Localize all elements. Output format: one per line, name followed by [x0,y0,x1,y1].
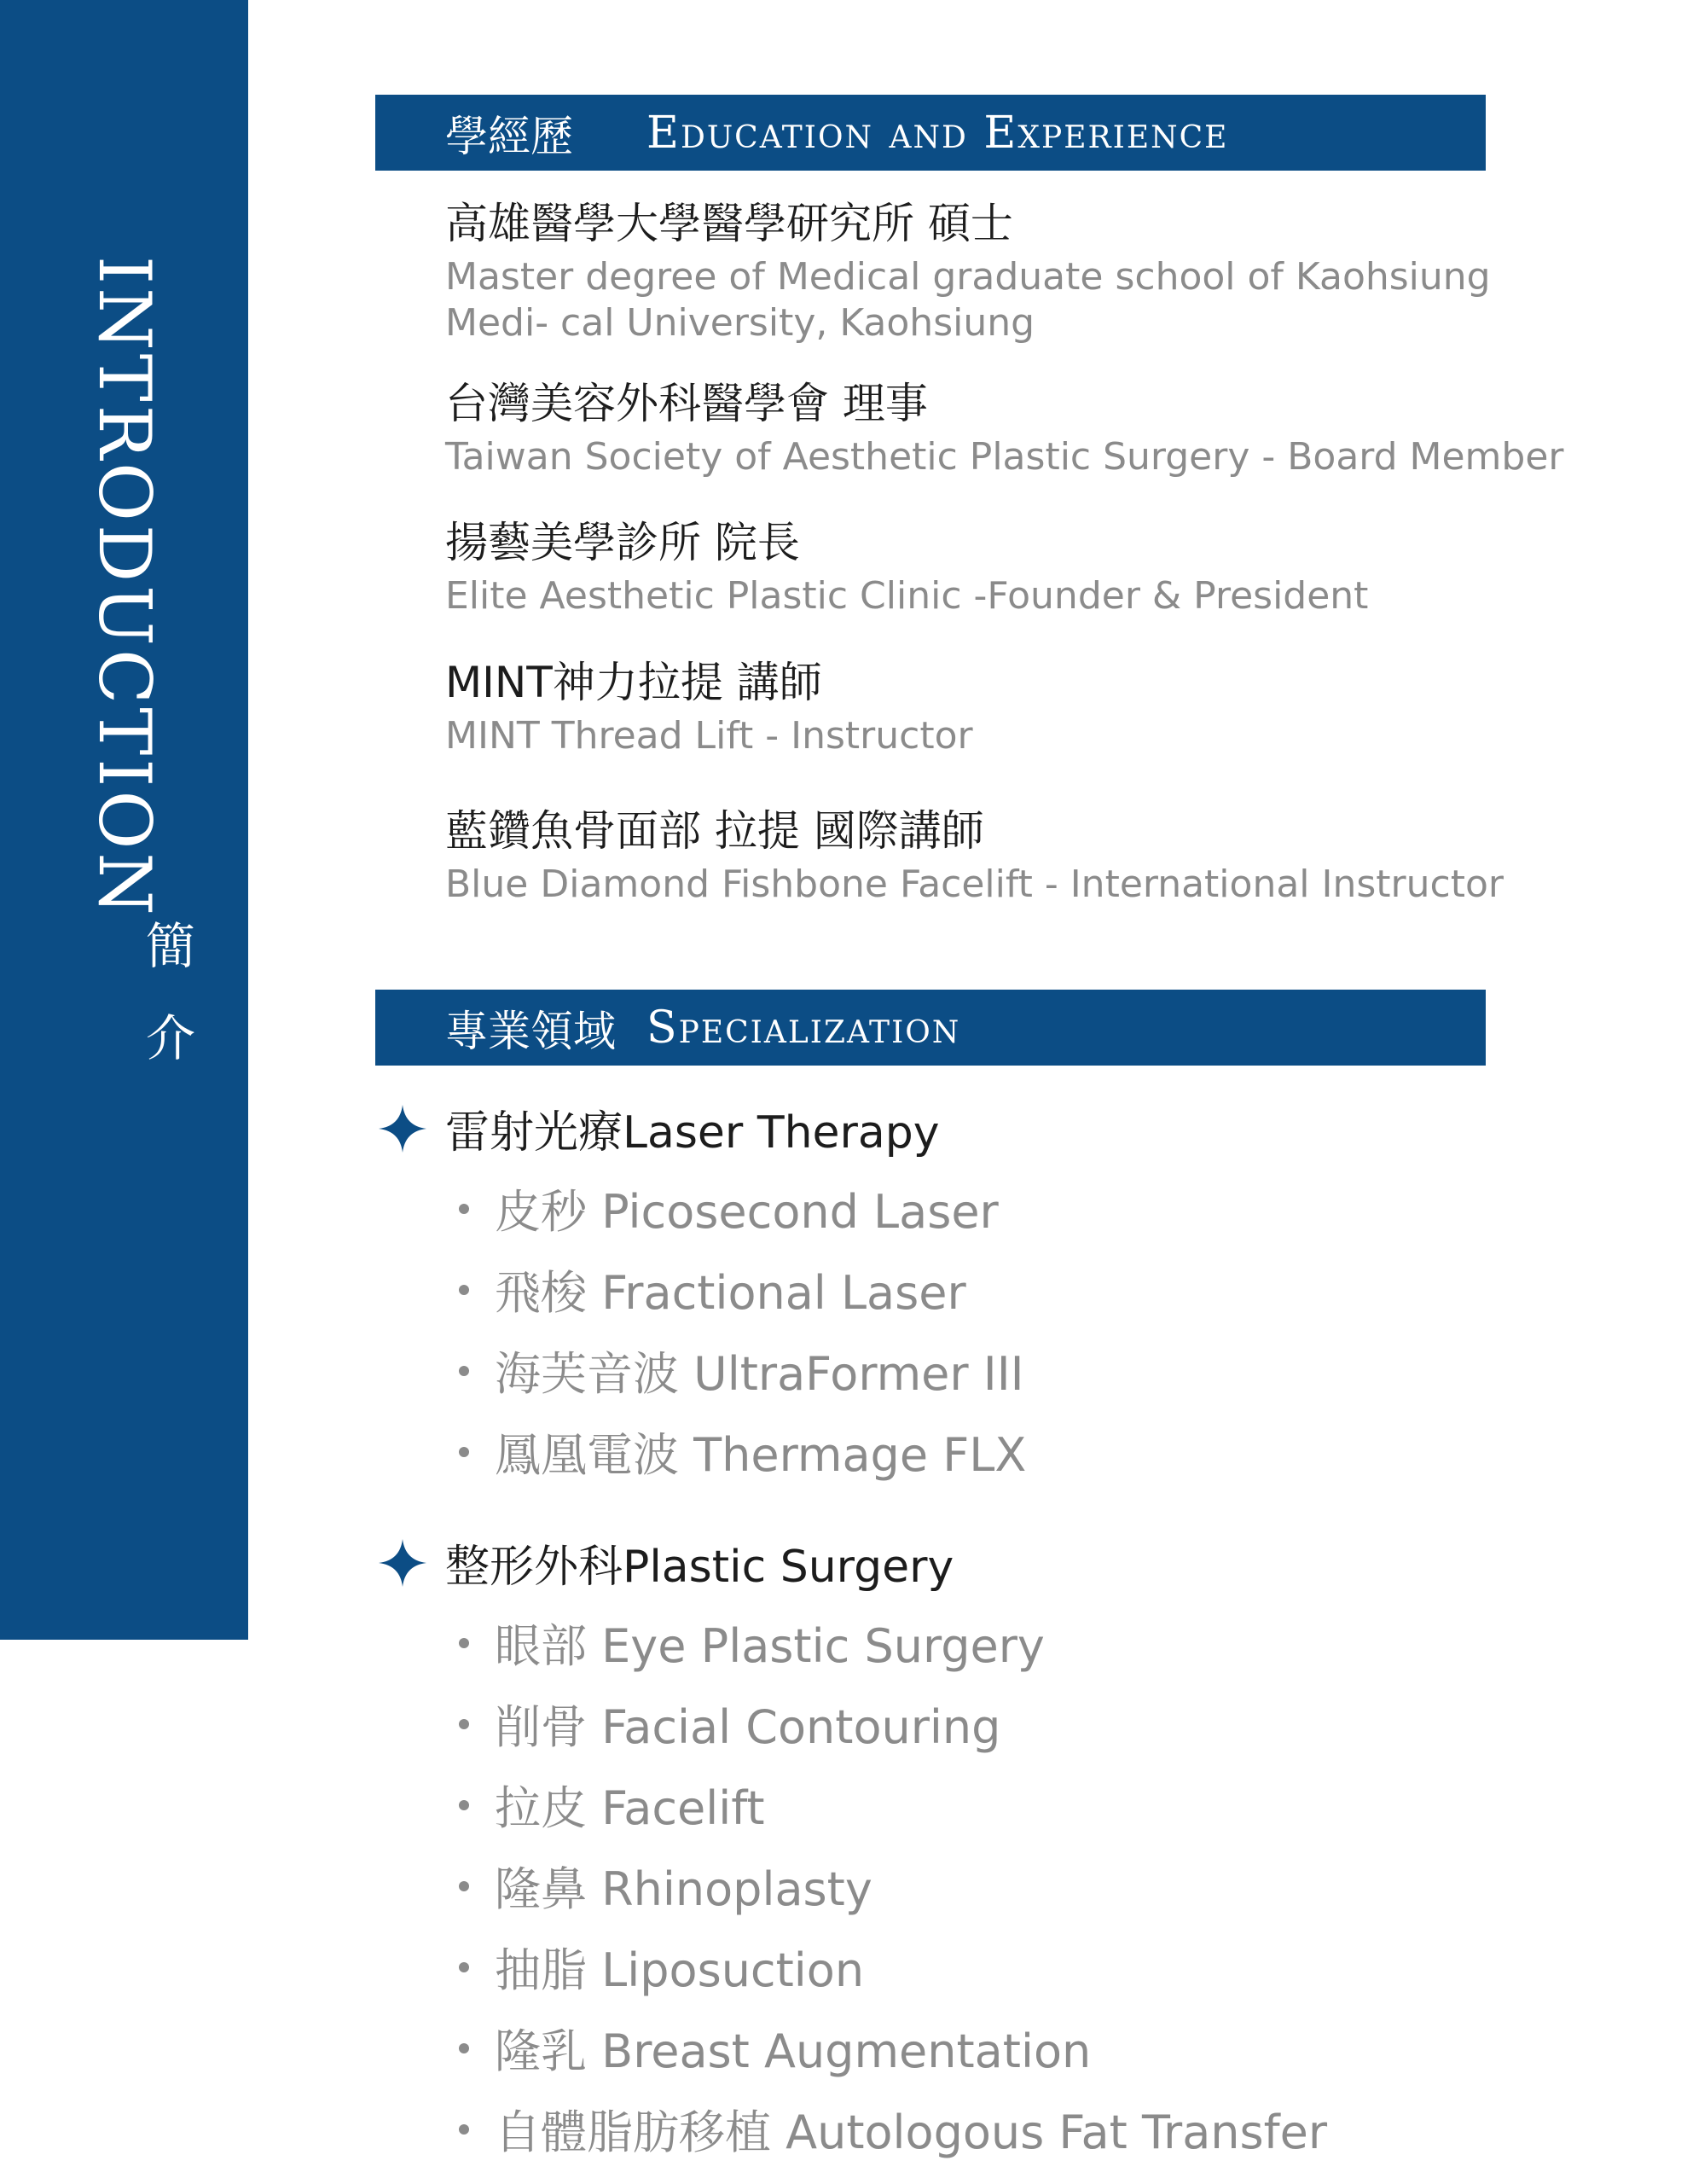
specialization-header [375,990,1486,1066]
bullet-dot-icon [459,1962,469,1972]
list-item-label: 皮秒 Picosecond Laser [495,1185,999,1239]
bullet-dot-icon [459,1719,469,1729]
bullet-dot-icon [459,1800,469,1810]
category-plastic-surgery [377,1531,954,1594]
side-title-en: INTRODUCTION [83,256,166,919]
education-item-zh: 藍鑽魚骨面部 拉提 國際講師 [445,806,984,856]
bullet-dot-icon [459,1881,469,1891]
list-item [459,1610,1045,1676]
category-label: 雷射光療Laser Therapy [445,1107,940,1159]
list-item-label: 拉皮 Facelift [495,1781,765,1835]
list-item-label: 飛梭 Fractional Laser [495,1266,966,1320]
list-item [459,1257,966,1322]
specialization-header-en: Specialization [646,1002,961,1054]
list-item-label: 眼部 Eye Plastic Surgery [495,1619,1045,1673]
education-item-en: Master degree of Medical graduate school of Kaohsiung Medi- cal University, Kaohsiung [445,255,1491,345]
bullet-dot-icon [459,1638,469,1648]
list-item [459,1338,1024,1403]
education-item-en: MINT Thread Lift - Instructor [445,714,973,758]
category-laser-therapy [377,1096,940,1160]
category-label: 整形外科Plastic Surgery [445,1542,954,1593]
list-item [459,1419,1026,1484]
list-item [459,1934,864,2000]
education-header-zh: 學經歷 [445,111,573,161]
education-item-zh: MINT神力拉提 講師 [445,658,822,707]
education-item-en: Taiwan Society of Aesthetic Plastic Surgery - Board Member [445,435,1564,479]
list-item [459,2015,1091,2081]
list-item-label: 隆乳 Breast Augmentation [495,2024,1092,2078]
list-item-label: 隆鼻 Rhinoplasty [495,1862,872,1916]
four-point-star-icon [377,1537,428,1589]
list-item [459,1176,999,1241]
list-item-label: 鳳凰電波 Thermage FLX [495,1428,1027,1482]
bullet-dot-icon [459,2124,469,2135]
education-item [445,378,1564,480]
education-item-zh: 高雄醫學大學醫學研究所 碩士 [445,199,1013,248]
education-item-zh: 揚藝美學診所 院長 [445,518,800,567]
education-header [375,95,1486,171]
bullet-dot-icon [459,1204,469,1214]
four-point-star-icon [377,1103,428,1154]
bullet-dot-icon [459,2043,469,2053]
list-item [459,1853,872,1919]
education-header-en: Education and Experience [646,107,1229,159]
education-item-en: Elite Aesthetic Plastic Clinic -Founder & President [445,574,1369,618]
bullet-dot-icon [459,1366,469,1376]
bullet-dot-icon [459,1285,469,1295]
list-item [459,1772,765,1838]
education-item-zh: 台灣美容外科醫學會 理事 [445,379,928,428]
specialization-header-zh: 專業領域 [445,1006,616,1056]
side-title-zh-1: 簡 [145,917,195,975]
education-item-en: Blue Diamond Fishbone Facelift - International Instructor [445,863,1504,906]
list-item-label: 削骨 Facial Contouring [495,1700,1001,1754]
education-item [445,517,1368,619]
list-item-label: 抽脂 Liposuction [495,1943,865,1997]
education-item [445,657,973,759]
side-title-zh-2: 介 [145,1009,195,1067]
list-item-label: 海芙音波 UltraFormer III [495,1347,1024,1401]
bullet-dot-icon [459,1447,469,1457]
list-item [459,1691,1000,1757]
education-item [445,805,1504,908]
list-item [459,2096,1327,2162]
education-item [445,198,1580,346]
side-banner [0,0,248,1640]
list-item-label: 自體脂肪移植 Autologous Fat Transfer [495,2106,1328,2159]
